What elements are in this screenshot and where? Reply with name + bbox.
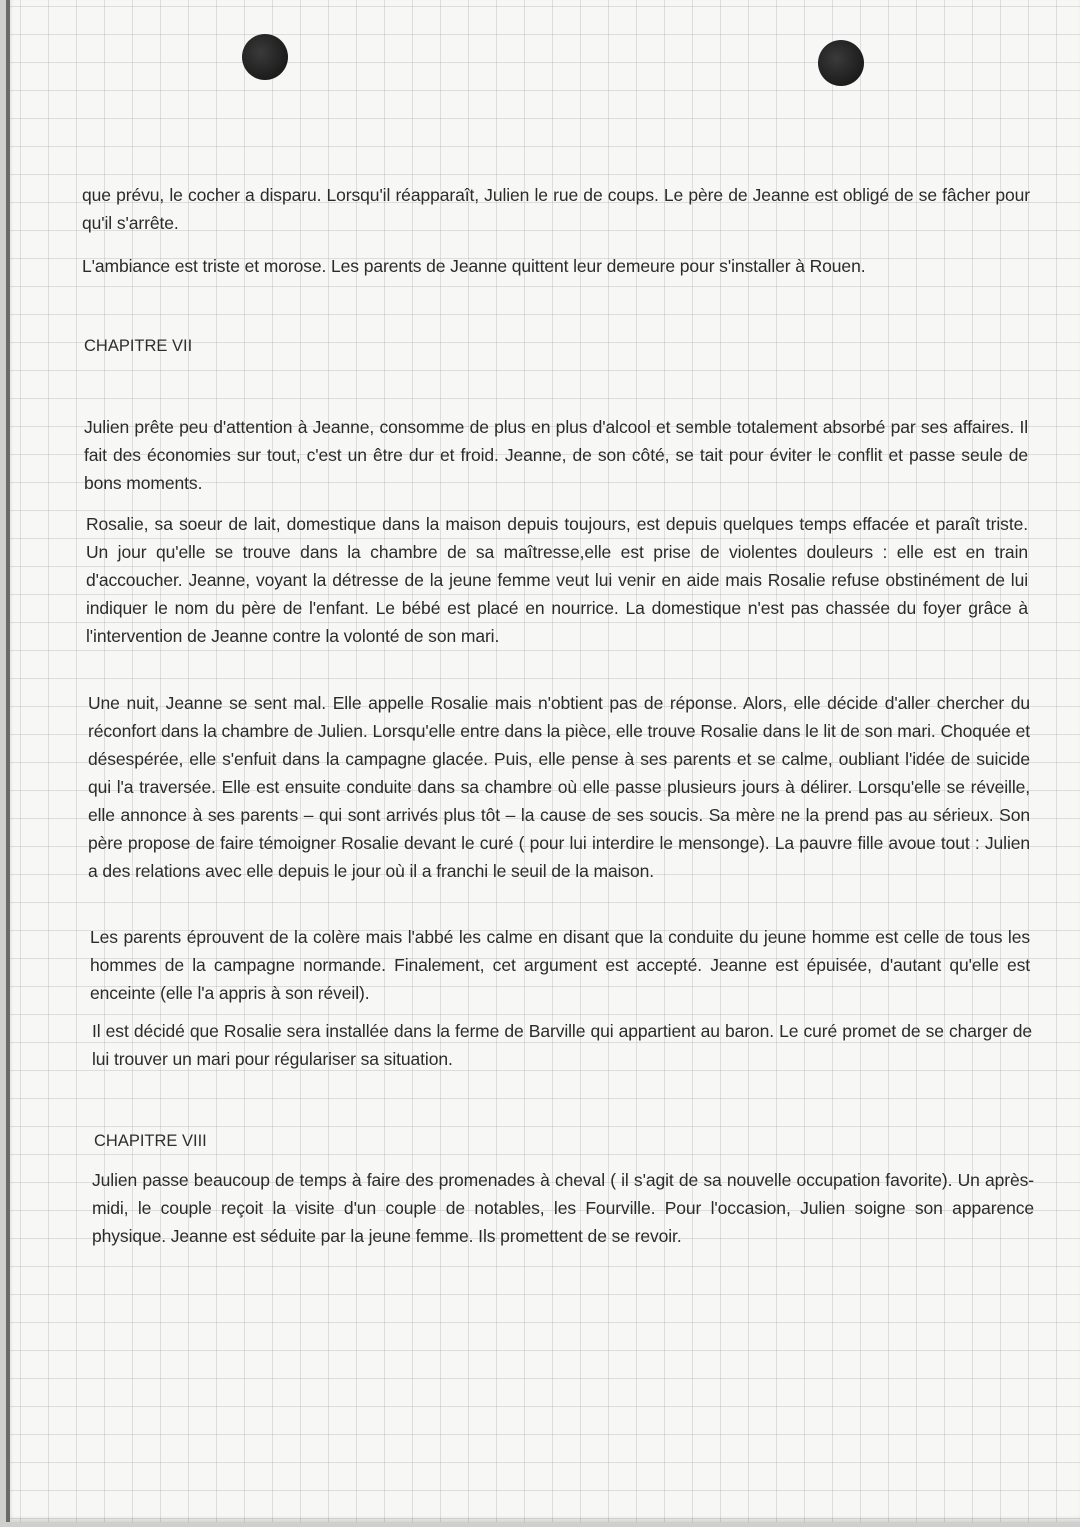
paragraph-intro-continuation: que prévu, le cocher a disparu. Lorsqu'il réapparaît, Julien le rue de coups. Le père de Jeanne est obligé de se fâcher pour qu'il s'arrête.: [82, 185, 1030, 233]
punch-hole-left: [242, 34, 288, 80]
chapter-7-paragraph: Rosalie, sa soeur de lait, domestique dans la maison depuis toujours, est depuis quelques temps effacée et paraît triste. Un jour qu'elle se trouve dans la chambre de sa maîtresse,elle est prise de violentes douleurs : elle est en train d'accoucher. Jeanne, voyant la détresse de la jeune femme veut lui venir en aide mais Rosalie refuse obstinément de lui indiquer le nom du père de l'enfant. Le bébé est placé en nourrice. La domestique n'est pas chassée du foyer grâce à l'intervention de Jeanne contre la volonté de son mari.: [86, 514, 1028, 646]
chapter-7-title: CHAPITRE VII: [84, 337, 193, 355]
grid-paper-sheet: [6, 0, 1080, 1522]
paragraph-ambiance: L'ambiance est triste et morose. Les parents de Jeanne quittent leur demeure pour s'installer à Rouen.: [82, 256, 866, 276]
punch-hole-right: [818, 40, 864, 86]
chapter-7-paragraph: Julien prête peu d'attention à Jeanne, consomme de plus en plus d'alcool et semble totalement absorbé par ses affaires. Il fait des économies sur tout, c'est un être dur et froid. Jeanne, de son côté, se tait pour éviter le conflit et passe seule de bons moments.: [84, 417, 1028, 493]
chapter-7-paragraph: Il est décidé que Rosalie sera installée dans la ferme de Barville qui appartient au baron. Le curé promet de se charger de lui trouver un mari pour régulariser sa situation.: [92, 1021, 1032, 1069]
chapter-8-paragraph: Julien passe beaucoup de temps à faire des promenades à cheval ( il s'agit de sa nouvelle occupation favorite). Un après-midi, le couple reçoit la visite d'un couple de notables, les Fourville. Pour l'occasion, Julien soigne son apparence physique. Jeanne est séduite par la jeune femme. Ils promettent de se revoir.: [92, 1170, 1034, 1246]
chapter-7-paragraph: Les parents éprouvent de la colère mais l'abbé les calme en disant que la conduite du jeune homme est celle de tous les hommes de la campagne normande. Finalement, cet argument est accepté. Jeanne est épuisée, d'autant qu'elle est enceinte (elle l'a appris à son réveil).: [90, 927, 1030, 1003]
chapter-7-paragraph: Une nuit, Jeanne se sent mal. Elle appelle Rosalie mais n'obtient pas de réponse. Alors, elle décide d'aller chercher du réconfort dans la chambre de Julien. Lorsqu'elle entre dans la pièce, elle trouve Rosalie dans le lit de son mari. Choquée et désespérée, elle s'enfuit dans la campagne glacée. Puis, elle pense à ses parents et se calme, oubliant l'idée de suicide qui l'a traversée. Elle est ensuite conduite dans sa chambre où elle passe plusieurs jours à délirer. Lorsqu'elle se réveille, elle annonce à ses parents – qui sont arrivés plus tôt – la cause de ses soucis. Sa mère ne la prend pas au sérieux. Son père propose de faire témoigner Rosalie devant le curé ( pour lui interdire le mensonge). La pauvre fille avoue tout : Julien a des relations avec elle depuis le jour où il a franchi le seuil de la maison.: [88, 693, 1030, 881]
chapter-8-title: CHAPITRE VIII: [94, 1132, 207, 1150]
